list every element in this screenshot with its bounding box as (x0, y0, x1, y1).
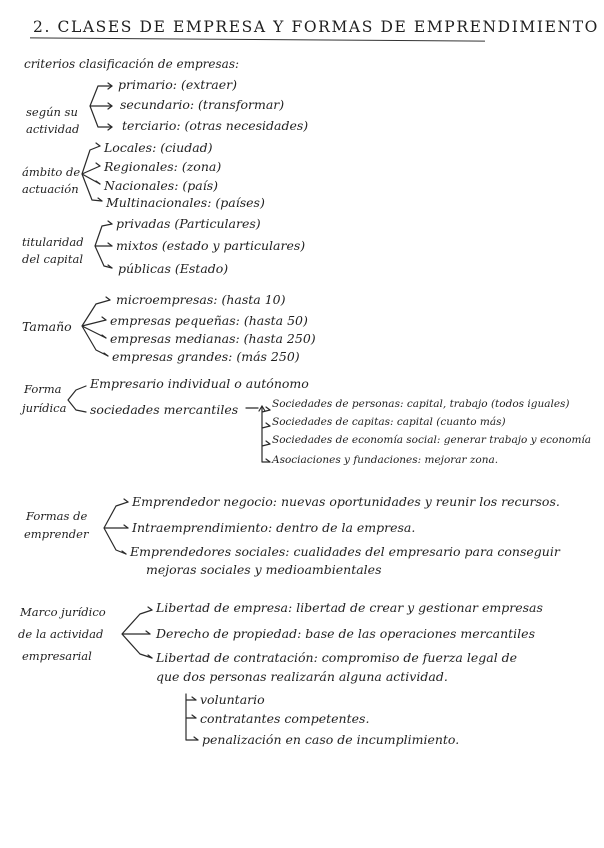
actividad-item-3: terciario: (otras necesidades) (122, 118, 309, 133)
marco-juridico-label-2: de la actividad (18, 627, 104, 641)
ambito-item-1: Locales: (ciudad) (104, 140, 213, 155)
marco-juridico-label-1: Marco jurídico (20, 605, 106, 619)
titularidad-item-1: privadas (Particulares) (116, 216, 261, 231)
marco-juridico-item-1: Libertad de empresa: libertad de crear y gestionar empresas (156, 600, 543, 615)
formas-emprender-item-1: Emprendedor negocio: nuevas oportunidades y reunir los recursos. (132, 494, 560, 509)
tamano-item-3: empresas medianas: (hasta 250) (110, 331, 316, 346)
marco-juridico-label-3: empresarial (22, 649, 92, 663)
ambito-item-4: Multinacionales: (países) (106, 195, 265, 210)
tamano-item-1: microempresas: (hasta 10) (116, 292, 286, 307)
marco-juridico-item-4: que dos personas realizarán alguna actividad. (156, 669, 448, 684)
marco-juridico-item-2: Derecho de propiedad: base de las operaciones mercantiles (156, 626, 535, 641)
formas-emprender-item-4: mejoras sociales y medioambientales (146, 562, 382, 577)
actividad-item-2: secundario: (transformar) (120, 97, 285, 112)
actividad-label-1: según su (26, 105, 78, 119)
tamano-item-2: empresas pequeñas: (hasta 50) (110, 313, 308, 328)
page-title: 2. CLASES DE EMPRESA Y FORMAS DE EMPRENDIMIENTO (33, 18, 599, 36)
forma-juridica-label-1: Forma (24, 382, 62, 396)
criteria-heading: criterios clasificación de empresas: (24, 57, 240, 71)
actividad-label-2: actividad (26, 122, 80, 136)
tamano-label: Tamaño (22, 319, 72, 334)
formas-emprender-item-2: Intraemprendimiento: dentro de la empresa. (132, 520, 416, 535)
forma-juridica-item-1: Empresario individual o autónomo (90, 376, 309, 391)
titularidad-label-1: titularidad (22, 235, 84, 249)
forma-juridica-sub-3: Sociedades de economía social: generar trabajo y economía (272, 434, 592, 446)
forma-juridica-item-2: sociedades mercantiles (90, 402, 239, 417)
titularidad-item-3: públicas (Estado) (118, 261, 229, 276)
titularidad-label-2: del capital (22, 252, 83, 266)
forma-juridica-sub-2: Sociedades de capitas: capital (cuanto más) (272, 416, 506, 428)
marco-juridico-sub-3: penalización en caso de incumplimiento. (202, 732, 460, 747)
forma-juridica-sub-4: Asociaciones y fundaciones: mejorar zona. (272, 454, 499, 466)
ambito-label-1: ámbito de (22, 165, 81, 179)
ambito-item-2: Regionales: (zona) (104, 159, 222, 174)
ambito-item-3: Nacionales: (país) (104, 178, 219, 193)
forma-juridica-sub-1: Sociedades de personas: capital, trabajo (todos iguales) (272, 398, 570, 410)
actividad-item-1: primario: (extraer) (118, 77, 237, 92)
ambito-label-2: actuación (22, 182, 79, 196)
formas-emprender-label-2: emprender (24, 527, 89, 541)
marco-juridico-item-3: Libertad de contratación: compromiso de fuerza legal de (156, 650, 518, 665)
marco-juridico-sub-1: voluntario (200, 692, 265, 707)
forma-juridica-label-2: jurídica (22, 401, 67, 415)
formas-emprender-label-1: Formas de (26, 509, 88, 523)
formas-emprender-item-3: Emprendedores sociales: cualidades del empresario para conseguir (130, 544, 560, 559)
titularidad-item-2: mixtos (estado y particulares) (116, 238, 306, 253)
marco-juridico-sub-2: contratantes competentes. (200, 711, 370, 726)
tamano-item-4: empresas grandes: (más 250) (112, 349, 300, 364)
